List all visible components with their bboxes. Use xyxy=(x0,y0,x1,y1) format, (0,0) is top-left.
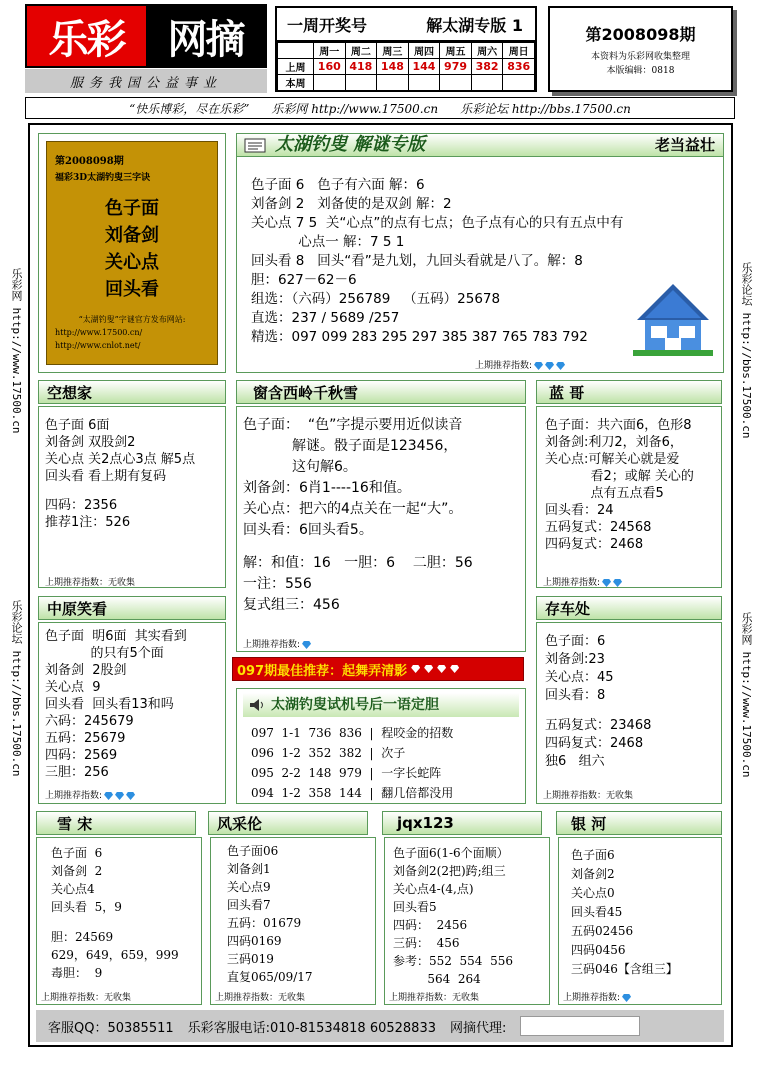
lange-rating xyxy=(543,575,622,591)
rating-label: 上期推荐指数: xyxy=(45,791,103,801)
text-line: 096 1-2 352 382 | 次子 xyxy=(251,746,406,760)
jqx-rating: 上期推荐指数：无收集 xyxy=(389,993,480,1003)
text-line xyxy=(243,541,473,553)
empty-cell xyxy=(503,75,535,91)
footer-agent: 网摘代理: xyxy=(450,1020,507,1036)
text-line: 刘备剑1 xyxy=(227,862,271,876)
diamond-icon xyxy=(424,665,433,673)
slogan: 服务我国公益事业 xyxy=(25,69,267,93)
text-line: 推荐1注：526 xyxy=(45,515,131,530)
best-recommend-banner xyxy=(232,657,524,681)
logo xyxy=(25,4,267,68)
trial-rows xyxy=(251,723,453,803)
text-line: 色子面：共六面6，色形8 xyxy=(545,418,692,433)
text-line: 色子面 6面 xyxy=(45,418,110,433)
text-line: 刘备剑 2股剑 xyxy=(45,663,127,678)
text-line: 毒胆： 9 xyxy=(51,966,103,980)
empty-cell xyxy=(377,75,409,91)
text-line: 五码复式：24568 xyxy=(545,520,652,535)
title-kongxiangjia: 空想家 xyxy=(38,380,226,404)
weekly-draw-table xyxy=(275,6,537,92)
text-line: 胆：627－62－6 xyxy=(251,272,357,288)
empty-cell xyxy=(408,75,440,91)
diamond-icon xyxy=(534,362,543,370)
draw-number: 160 xyxy=(314,59,346,75)
title-zhongyuan: 中原笑看 xyxy=(38,596,226,620)
rating-label: 上期推荐指数: xyxy=(563,993,621,1003)
text-line: 组选：（六码）256789 （五码）25678 xyxy=(251,291,501,307)
diamond-icon xyxy=(115,792,124,800)
row-label-last: 上周 xyxy=(278,59,314,75)
empty-cell xyxy=(345,75,377,91)
trial-title-bar xyxy=(243,693,519,717)
text-line: 点有五点看5 xyxy=(545,486,664,501)
poster-line: 关心点 xyxy=(105,252,159,273)
text-line: 六码：245679 xyxy=(45,714,134,729)
footer-phone: 乐彩客服电话:010-81534818 60528833 xyxy=(187,1020,436,1036)
agent-box xyxy=(520,1016,640,1036)
title-xuesong: 雪 宋 xyxy=(36,811,196,835)
text-line: 刘备剑2(2把)跨;组三 xyxy=(393,864,506,878)
lange-body xyxy=(545,417,694,553)
text-line xyxy=(545,705,651,717)
text-line: 629，649，659，999 xyxy=(51,948,179,962)
text-line: 回头看 8 回头“看”是九划，九回头看就是八了。解：8 xyxy=(251,253,583,269)
panel-jqx xyxy=(384,837,550,1005)
text-line: 直选：237 / 5689 /257 xyxy=(251,310,400,326)
main-panel xyxy=(236,133,724,373)
text-line: 刘备剑 双股剑2 xyxy=(45,435,136,450)
text-line: 关心点：45 xyxy=(545,670,614,685)
text-line: 关心点 9 xyxy=(45,680,101,695)
book-icon xyxy=(243,136,269,154)
text-line: 色子面 明6面 其实看到 xyxy=(45,629,187,644)
text-line: 复式组三：456 xyxy=(243,597,340,613)
day-header: 周二 xyxy=(345,43,377,59)
text-line: 关心点9 xyxy=(227,880,271,894)
diamond-icon xyxy=(411,665,420,673)
text-line: 解：和值：16 一胆：6 二胆：56 xyxy=(243,555,473,571)
footer-bar xyxy=(36,1010,724,1042)
text-line: 回头看 5，9 xyxy=(51,900,122,914)
issue-number: 第2008098期 xyxy=(585,25,696,44)
text-line: 五码复式：23468 xyxy=(545,718,652,733)
text-line: 刘备剑2 xyxy=(571,867,615,881)
text-line: 色子面： “色”字提示要用近似读音 xyxy=(243,417,463,433)
main-panel-body xyxy=(251,176,623,347)
row-label-this: 本周 xyxy=(278,75,314,91)
text-line: 五码：25679 xyxy=(45,731,126,746)
edition-title: 解太湖专版 1 xyxy=(426,15,523,35)
diamond-icon xyxy=(613,579,622,587)
text-line: 095 2-2 148 979 | 一字长蛇阵 xyxy=(251,766,442,780)
text-line: 关心点0 xyxy=(571,886,615,900)
text-line: 关心点 7 5 关“心点”的点有七点；色子点有心的只有五点中有 xyxy=(251,215,624,231)
title-yinhe: 银 河 xyxy=(556,811,722,835)
empty-cell xyxy=(471,75,503,91)
text-line: 回头看5 xyxy=(393,900,437,914)
kongxiangjia-rating: 上期推荐指数：无收集 xyxy=(45,578,136,588)
fengcailun-rating: 上期推荐指数：无收集 xyxy=(215,993,306,1003)
site-bar xyxy=(25,97,735,119)
chuanghan-rating xyxy=(243,637,311,653)
title-cunchechu: 存车处 xyxy=(536,596,722,620)
text-line: 刘备剑:利刀2，刘备6， xyxy=(545,435,683,450)
site-link-main[interactable]: 乐彩网 http://www.17500.cn xyxy=(271,101,439,116)
day-header: 周四 xyxy=(408,43,440,59)
poster-issue: 第2008098期 xyxy=(55,156,124,167)
chuanghan-body xyxy=(243,415,473,616)
main-panel-title: 太湖钓叟 解谜专版 xyxy=(275,134,426,155)
diamond-icon xyxy=(545,362,554,370)
best-recommend-text: 097期最佳推荐：起舞弄清影 xyxy=(237,663,408,679)
text-line: 三胆：256 xyxy=(45,765,109,780)
text-line: 看2；或解 关心的 xyxy=(545,469,694,484)
text-line: 刘备剑：6肖1----16和值。 xyxy=(243,480,411,496)
text-line: 回头看 回头看13和吗 xyxy=(45,697,174,712)
text-line: 关心点:可解关心就是爱 xyxy=(545,452,680,467)
side-text-right-bottom[interactable]: 乐彩网 http://www.17500.cn xyxy=(740,612,753,778)
rating-label: 上期推荐指数: xyxy=(475,361,533,371)
editor-note: 本版编辑：0818 xyxy=(606,66,675,76)
text-line: 色子面 6 xyxy=(51,846,103,860)
text-line: 胆：24569 xyxy=(51,930,114,944)
panel-xuesong xyxy=(36,837,202,1005)
diamond-icon xyxy=(556,362,565,370)
text-line: 关心点：把六的4点关在一起“大”。 xyxy=(243,501,463,517)
text-line: 097 1-1 736 836 | 程咬金的招数 xyxy=(251,726,454,740)
title-lange: 蓝 哥 xyxy=(536,380,722,404)
text-line: 三码046【含组三】 xyxy=(571,962,678,976)
text-line: 的只有5个面 xyxy=(45,646,164,661)
side-text-left-top[interactable]: 乐彩网 http://www.17500.cn xyxy=(10,268,23,434)
empty-cell xyxy=(314,75,346,91)
poster-publish-note: “太湖钓叟”字谜官方发布网站: xyxy=(78,315,186,324)
text-line xyxy=(45,485,195,497)
draw-number: 418 xyxy=(345,59,377,75)
text-line: 四码：2356 xyxy=(45,498,118,513)
speaker-icon xyxy=(249,698,265,712)
text-line: 回头看：24 xyxy=(545,503,614,518)
day-header: 周三 xyxy=(377,43,409,59)
poster-line: 色子面 xyxy=(105,198,159,219)
rating-label: 上期推荐指数: xyxy=(543,578,601,588)
text-line: 关心点4 xyxy=(51,882,95,896)
poster-line: 刘备剑 xyxy=(105,225,159,246)
draw-number: 382 xyxy=(471,59,503,75)
text-line: 四码复式：2468 xyxy=(545,537,644,552)
logo-right: 网摘 xyxy=(146,6,265,66)
text-line: 这句解6。 xyxy=(243,459,357,475)
yinhe-rating xyxy=(563,990,631,1006)
motto: “快乐博彩，尽在乐彩” xyxy=(129,101,250,116)
panel-trial xyxy=(236,688,526,804)
text-line: 直复065/09/17 xyxy=(227,970,313,984)
poster-url-2[interactable]: http://www.cnlot.net/ xyxy=(55,341,141,350)
diamond-icon xyxy=(450,665,459,673)
diamond-icon xyxy=(622,994,631,1002)
week-title: 一周开奖号 xyxy=(287,15,368,35)
diamond-icon xyxy=(126,792,135,800)
text-line: 色子面6 xyxy=(571,848,615,862)
poster-url-1[interactable]: http://www.17500.cn/ xyxy=(55,328,143,337)
text-line: 四码： 2456 xyxy=(393,918,468,932)
text-line: 四码0169 xyxy=(227,934,282,948)
corner-cell xyxy=(278,43,314,59)
text-line: 关心点 关2点心3点 解5点 xyxy=(45,452,196,467)
panel-cunchechu xyxy=(536,622,722,804)
text-line xyxy=(51,916,179,928)
title-fengcailun: 风采伦 xyxy=(208,811,368,835)
zhongyuan-body xyxy=(45,628,187,781)
text-line: 五码：01679 xyxy=(227,916,302,930)
cunchechu-body xyxy=(545,633,651,771)
main-panel-rating xyxy=(475,358,565,374)
poster-lines xyxy=(55,195,209,303)
text-line: 564 264 xyxy=(393,972,481,986)
text-line: 四码0456 xyxy=(571,943,626,957)
main-panel-author: 老当益壮 xyxy=(654,136,715,154)
zhongyuan-rating xyxy=(45,788,135,804)
text-line: 五码02456 xyxy=(571,924,634,938)
text-line: 四码复式：2468 xyxy=(545,736,644,751)
text-line: 色子面06 xyxy=(227,844,279,858)
rating-label: 上期推荐指数: xyxy=(243,640,301,650)
text-line: 色子面6(1-6个面顺） xyxy=(393,846,509,860)
text-line: 独6 组六 xyxy=(545,754,605,769)
text-line: 回头看：8 xyxy=(545,688,606,703)
panel-kongxiangjia xyxy=(38,406,226,588)
house-icon xyxy=(631,280,715,358)
title-jqx: jqx123 xyxy=(382,811,542,835)
main-panel-title-bar xyxy=(236,133,724,157)
diamond-icon xyxy=(437,665,446,673)
text-line: 刘备剑 2 刘备使的是双剑 解：2 xyxy=(251,196,452,212)
text-line: 回头看：6回头看5。 xyxy=(243,522,373,538)
side-text-left-bottom[interactable]: 乐彩论坛 http://bbs.17500.cn xyxy=(10,600,23,777)
day-header: 周一 xyxy=(314,43,346,59)
day-header: 周日 xyxy=(503,43,535,59)
title-chuanghan: 窗含西岭千秋雪 xyxy=(236,380,526,404)
diamond-icon xyxy=(104,792,113,800)
panel-fengcailun xyxy=(210,837,376,1005)
text-line: 一注：556 xyxy=(243,576,312,592)
draw-number: 144 xyxy=(408,59,440,75)
text-line: 精选：097 099 283 295 297 385 387 765 783 792 xyxy=(251,329,588,345)
text-line: 094 1-2 358 144 | 翻几倍都没用 xyxy=(251,786,454,800)
text-line: 刘备剑:23 xyxy=(545,652,605,667)
diamond-icon xyxy=(302,641,311,649)
poster xyxy=(38,133,226,373)
draw-number: 148 xyxy=(377,59,409,75)
poster-line: 回头看 xyxy=(105,279,159,300)
day-header: 周五 xyxy=(440,43,472,59)
text-line: 四码：2569 xyxy=(45,748,118,763)
panel-lange xyxy=(536,406,722,588)
trial-title: 太湖钓叟试机号后一语定胆 xyxy=(271,697,439,713)
empty-cell xyxy=(440,75,472,91)
collect-note: 本资料为乐彩网收集整理 xyxy=(590,52,690,62)
side-text-right-top[interactable]: 乐彩论坛 http://bbs.17500.cn xyxy=(740,262,753,439)
text-line: 回头看7 xyxy=(227,898,271,912)
fengcailun-body xyxy=(227,842,313,986)
footer-qq: 客服QQ：50385511 xyxy=(48,1020,174,1036)
text-line: 三码： 456 xyxy=(393,936,460,950)
issue-box xyxy=(548,6,733,92)
xuesong-rating: 上期推荐指数：无收集 xyxy=(41,993,132,1003)
draw-number: 836 xyxy=(503,59,535,75)
text-line: 三码019 xyxy=(227,952,274,966)
text-line: 刘备剑 2 xyxy=(51,864,103,878)
panel-chuanghan xyxy=(236,406,526,652)
text-line: 关心点4-(4,点) xyxy=(393,882,474,896)
text-line: 解谜。骰子面是123456， xyxy=(243,438,458,454)
text-line: 参考：552 554 556 xyxy=(393,954,513,968)
kongxiangjia-body xyxy=(45,417,195,531)
diamond-icon xyxy=(602,579,611,587)
day-header: 周六 xyxy=(471,43,503,59)
cunchechu-rating: 上期推荐指数：无收集 xyxy=(543,791,634,801)
text-line: 心点一 解：7 5 1 xyxy=(251,234,405,250)
text-line: 色子面 6 色子有六面 解：6 xyxy=(251,177,425,193)
text-line: 色子面：6 xyxy=(545,634,606,649)
xuesong-body xyxy=(51,844,179,982)
jqx-body xyxy=(393,844,513,988)
text-line: 回头看45 xyxy=(571,905,623,919)
panel-yinhe xyxy=(558,837,722,1005)
text-line: 回头看 看上期有复码 xyxy=(45,469,167,484)
draw-number: 979 xyxy=(440,59,472,75)
draw-table xyxy=(277,42,535,91)
panel-zhongyuan xyxy=(38,622,226,804)
site-link-forum[interactable]: 乐彩论坛 http://bbs.17500.cn xyxy=(460,101,631,116)
poster-subtitle: 福彩3D太湖钓叟三字诀 xyxy=(55,173,151,183)
logo-left: 乐彩 xyxy=(27,6,146,66)
yinhe-body xyxy=(571,846,678,979)
